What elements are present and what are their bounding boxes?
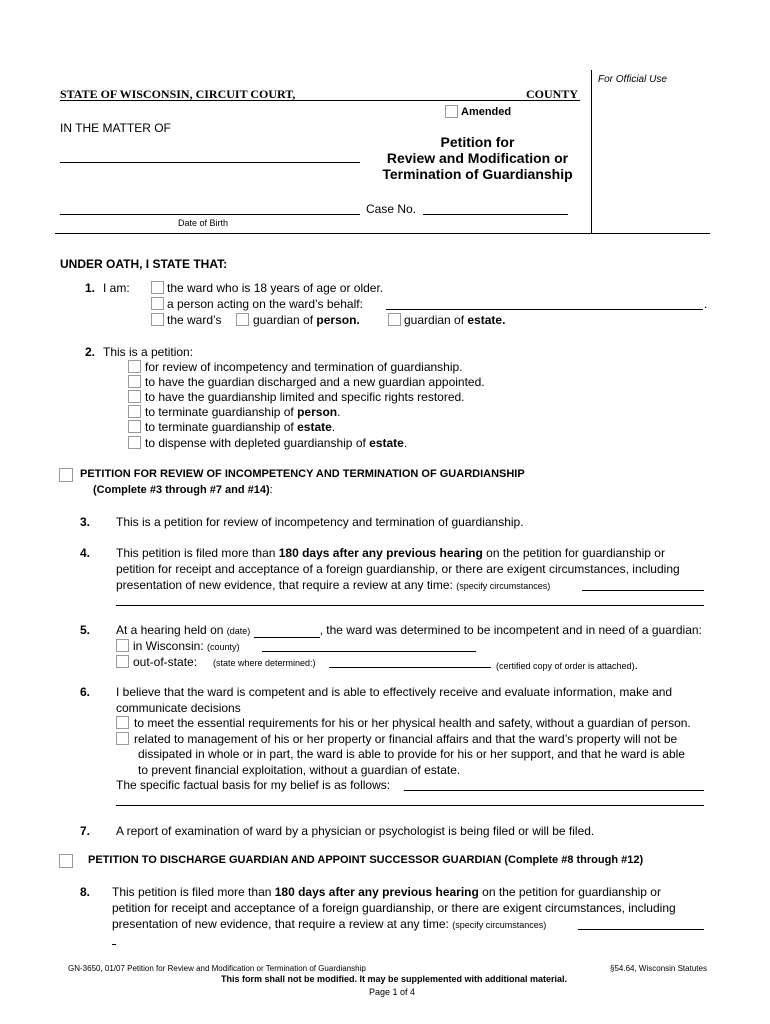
section-1-checkbox[interactable] <box>59 468 73 482</box>
item-4-circumstances-line[interactable] <box>582 590 704 591</box>
item-6-number: 6. <box>80 685 91 699</box>
item-2-discharge-checkbox[interactable] <box>128 375 141 388</box>
item-2-number: 2. <box>84 345 95 359</box>
dob-line[interactable] <box>60 214 360 215</box>
item-8-line-3: presentation of new evidence, that require a review at any time: (specify circumstances) <box>112 917 547 931</box>
item-4-line-1: This petition is filed more than 180 days after any previous hearing on the petition for guardianship or <box>116 546 665 560</box>
item-2-discharge-label: to have the guardian discharged and a new guardian appointed. <box>145 375 485 389</box>
item-5-date-line[interactable] <box>254 623 320 638</box>
county-input-line[interactable] <box>60 100 580 101</box>
item-5-county-line[interactable] <box>262 651 476 652</box>
item-5-number: 5. <box>80 623 91 637</box>
item-6-estate-label-2: dissipated in whole or in part, the ward is able to provide for his or her support, and that he ward is able <box>138 747 685 761</box>
item-1-number: 1. <box>84 281 95 295</box>
item-6-person-checkbox[interactable] <box>116 716 129 729</box>
item-1-guardian-estate-label: guardian of estate. <box>404 313 506 327</box>
item-8-line-2: petition for receipt and acceptance of a foreign guardianship, or there are exigent circumstances, including <box>112 901 676 915</box>
item-2-limit-label: to have the guardianship limited and specific rights restored. <box>145 390 465 404</box>
footer-form-id: GN-3650, 01/07 Petition for Review and Modification or Termination of Guardianship <box>68 964 366 973</box>
item-5-out-of-state-checkbox[interactable] <box>116 655 129 668</box>
section-1-heading: PETITION FOR REVIEW OF INCOMPETENCY AND TERMINATION OF GUARDIANSHIP <box>80 468 525 480</box>
oath-heading: UNDER OATH, I STATE THAT: <box>60 257 228 271</box>
case-no-line[interactable] <box>423 214 568 215</box>
item-4-number: 4. <box>80 546 91 560</box>
item-8-number: 8. <box>80 885 91 899</box>
item-1-guardian-estate-checkbox[interactable] <box>388 313 401 326</box>
item-2-lead: This is a petition: <box>103 345 194 359</box>
item-2-terminate-person-label: to terminate guardianship of person. <box>145 405 341 419</box>
item-7-number: 7. <box>80 824 91 838</box>
item-8-line-1: This petition is filed more than 180 days after any previous hearing on the petition for guardianship or <box>112 885 661 899</box>
item-4-line-3: presentation of new evidence, that require a review at any time: (specify circumstances) <box>116 578 551 592</box>
header-bottom-rule <box>55 233 710 234</box>
item-1-guardian-person-checkbox[interactable] <box>236 313 249 326</box>
official-use-label: For Official Use <box>598 74 667 85</box>
item-2-terminate-estate-label: to terminate guardianship of estate. <box>145 420 336 434</box>
item-5-line: At a hearing held on (date) , the ward was determined to be incompetent and in need of a guardian: <box>116 623 702 637</box>
item-2-depleted-estate-checkbox[interactable] <box>128 436 141 449</box>
footer-page: Page 1 of 4 <box>368 987 416 997</box>
item-5-wisconsin-label: in Wisconsin: (county) <box>133 639 240 653</box>
item-7-text: A report of examination of ward by a physician or psychologist is being filed or will be filed. <box>116 824 595 838</box>
county-label: COUNTY <box>526 87 579 101</box>
item-1-behalf-line[interactable] <box>386 309 703 310</box>
item-5-out-of-state-label: out-of-state: <box>133 655 198 669</box>
item-6-person-label: to meet the essential requirements for his or her physical health and safety, without a guardian of person. <box>134 716 691 730</box>
footer-statute: §54.64, Wisconsin Statutes <box>610 964 707 973</box>
item-2-terminate-person-checkbox[interactable] <box>128 405 141 418</box>
item-2-depleted-estate-label: to dispense with depleted guardianship of estate. <box>145 436 408 450</box>
form-title-line-1: Petition for <box>440 134 515 150</box>
item-8-circumstances-line[interactable] <box>578 929 704 930</box>
item-6-estate-label-3: to prevent financial exploitation, without a guardian of estate. <box>138 763 461 777</box>
item-1-ward-checkbox[interactable] <box>151 281 164 294</box>
item-8-circumstances-line-2[interactable] <box>112 944 116 945</box>
item-6-basis-line[interactable] <box>404 790 704 791</box>
item-5-wisconsin-checkbox[interactable] <box>116 639 129 652</box>
item-1-guardian-person-label: guardian of person. <box>253 313 360 327</box>
item-6-line-1: I believe that the ward is competent and is able to effectively receive and evaluate information, make and <box>116 685 673 699</box>
item-6-estate-label-1: related to management of his or her property or financial affairs and that the ward’s property will not be <box>134 732 678 746</box>
amended-checkbox[interactable] <box>445 105 458 118</box>
case-no-label: Case No. <box>366 202 417 216</box>
item-6-basis-line-2[interactable] <box>116 805 704 806</box>
item-6-line-2: communicate decisions <box>116 701 241 715</box>
item-2-limit-checkbox[interactable] <box>128 390 141 403</box>
item-2-terminate-estate-checkbox[interactable] <box>128 420 141 433</box>
section-2-heading: PETITION TO DISCHARGE GUARDIAN AND APPOINT SUCCESSOR GUARDIAN (Complete #8 through #12) <box>88 854 644 866</box>
item-5-state-label: (state where determined:) <box>213 658 316 668</box>
ward-name-line[interactable] <box>60 162 360 163</box>
footer-notice: This form shall not be modified. It may be supplemented with additional material. <box>220 974 568 984</box>
item-3-number: 3. <box>80 515 91 529</box>
item-1-wards-label: the ward’s <box>167 313 222 327</box>
item-5-state-line[interactable] <box>329 667 491 668</box>
item-1-behalf-end: . <box>704 297 708 311</box>
item-2-review-checkbox[interactable] <box>128 360 141 373</box>
form-title <box>360 134 595 182</box>
form-title-line-2: Review and Modification or <box>386 150 569 166</box>
section-2-checkbox[interactable] <box>59 854 73 868</box>
item-6-estate-checkbox[interactable] <box>116 732 129 745</box>
section-1-subheading: (Complete #3 through #7 and #14): <box>93 484 273 496</box>
item-1-behalf-label: a person acting on the ward’s behalf: <box>167 297 363 311</box>
item-1-wards-checkbox[interactable] <box>151 313 164 326</box>
item-4-circumstances-line-2[interactable] <box>116 605 704 606</box>
item-1-ward-label: the ward who is 18 years of age or older. <box>167 281 384 295</box>
item-4-line-2: petition for receipt and acceptance of a foreign guardianship, or there are exigent circumstances, including <box>116 562 680 576</box>
court-label: STATE OF WISCONSIN, CIRCUIT COURT, <box>60 87 296 101</box>
item-1-lead: I am: <box>103 281 130 295</box>
item-2-review-label: for review of incompetency and termination of guardianship. <box>145 360 463 374</box>
amended-label: Amended <box>461 106 512 118</box>
item-3-text: This is a petition for review of incompetency and termination of guardianship. <box>116 515 524 529</box>
form-title-line-3: Termination of Guardianship <box>382 166 573 182</box>
dob-label: Date of Birth <box>178 218 229 228</box>
item-6-basis-label: The specific factual basis for my belief is as follows: <box>116 778 391 792</box>
matter-of-label: IN THE MATTER OF <box>60 121 171 135</box>
item-1-behalf-checkbox[interactable] <box>151 297 164 310</box>
item-5-certified-note: (certified copy of order is attached). <box>496 658 638 672</box>
